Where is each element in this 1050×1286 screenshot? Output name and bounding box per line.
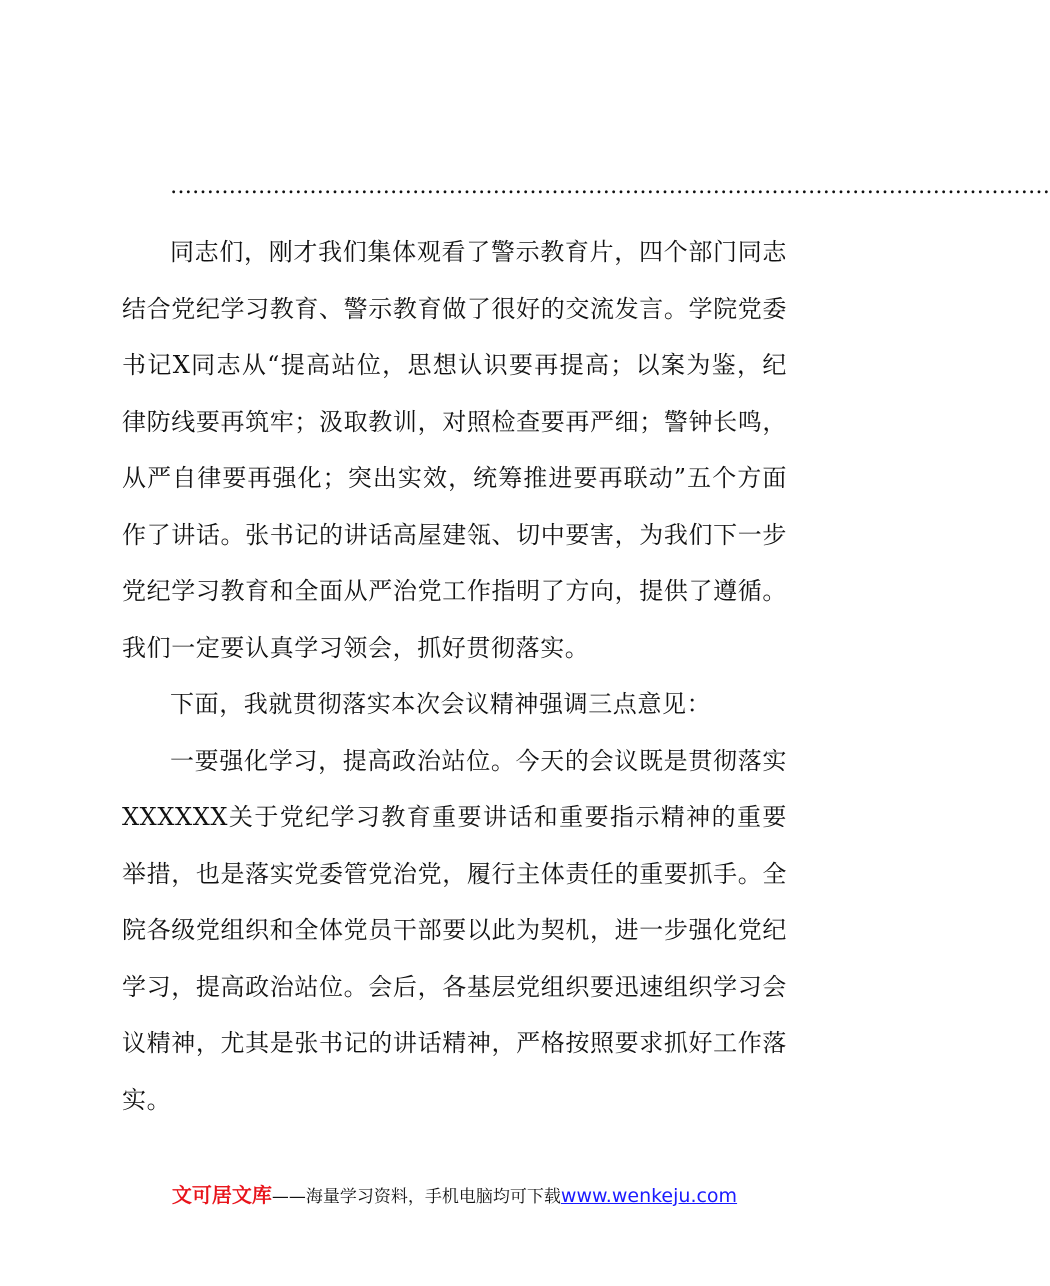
brand-name: 文可居文库 bbox=[171, 1183, 272, 1207]
footer-banner bbox=[0, 1182, 909, 1210]
website-link[interactable]: www.wenkeju.com bbox=[560, 1185, 738, 1207]
omission-ellipsis: ………………………………………………………………………………………………………… bbox=[170, 174, 1050, 199]
paragraph-3: 一要强化学习，提高政治站位。今天的会议既是贯彻落实XXXXXX关于党纪学习教育重要讲话和重要指示精神的重要举措，也是落实党委管党治党，履行主体责任的重要抓手。全院各级党组织和全体党员干部要以此为契机，进一步强化党纪学习，提高政治站位。会后，各基层党组织要迅速组织学习会议精神，尤其是张书记的讲话精神，严格按照要求抓好工作落实。 bbox=[122, 746, 787, 1114]
paragraph-2: 下面，我就贯彻落实本次会议精神强调三点意见： bbox=[170, 690, 712, 718]
document-body bbox=[122, 170, 1050, 1128]
paragraph-1: 同志们，刚才我们集体观看了警示教育片，四个部门同志结合党纪学习教育、警示教育做了很好的交流发言。学院党委书记X同志从“提高站位，思想认识要再提高；以案为鉴，纪律防线要再筑牢；汲取教训，对照检查要再严细；警钟长鸣，从严自律要再强化；突出实效，统筹推进要再联动”五个方面作了讲话。张书记的讲话高屋建瓴、切中要害，为我们下一步党纪学习教育和全面从严治党工作指明了方向，提供了遵循。我们一定要认真学习领会，抓好贯彻落实。 bbox=[122, 238, 787, 662]
footer-slogan: ——海量学习资料，手机电脑均可下载 bbox=[271, 1187, 561, 1207]
